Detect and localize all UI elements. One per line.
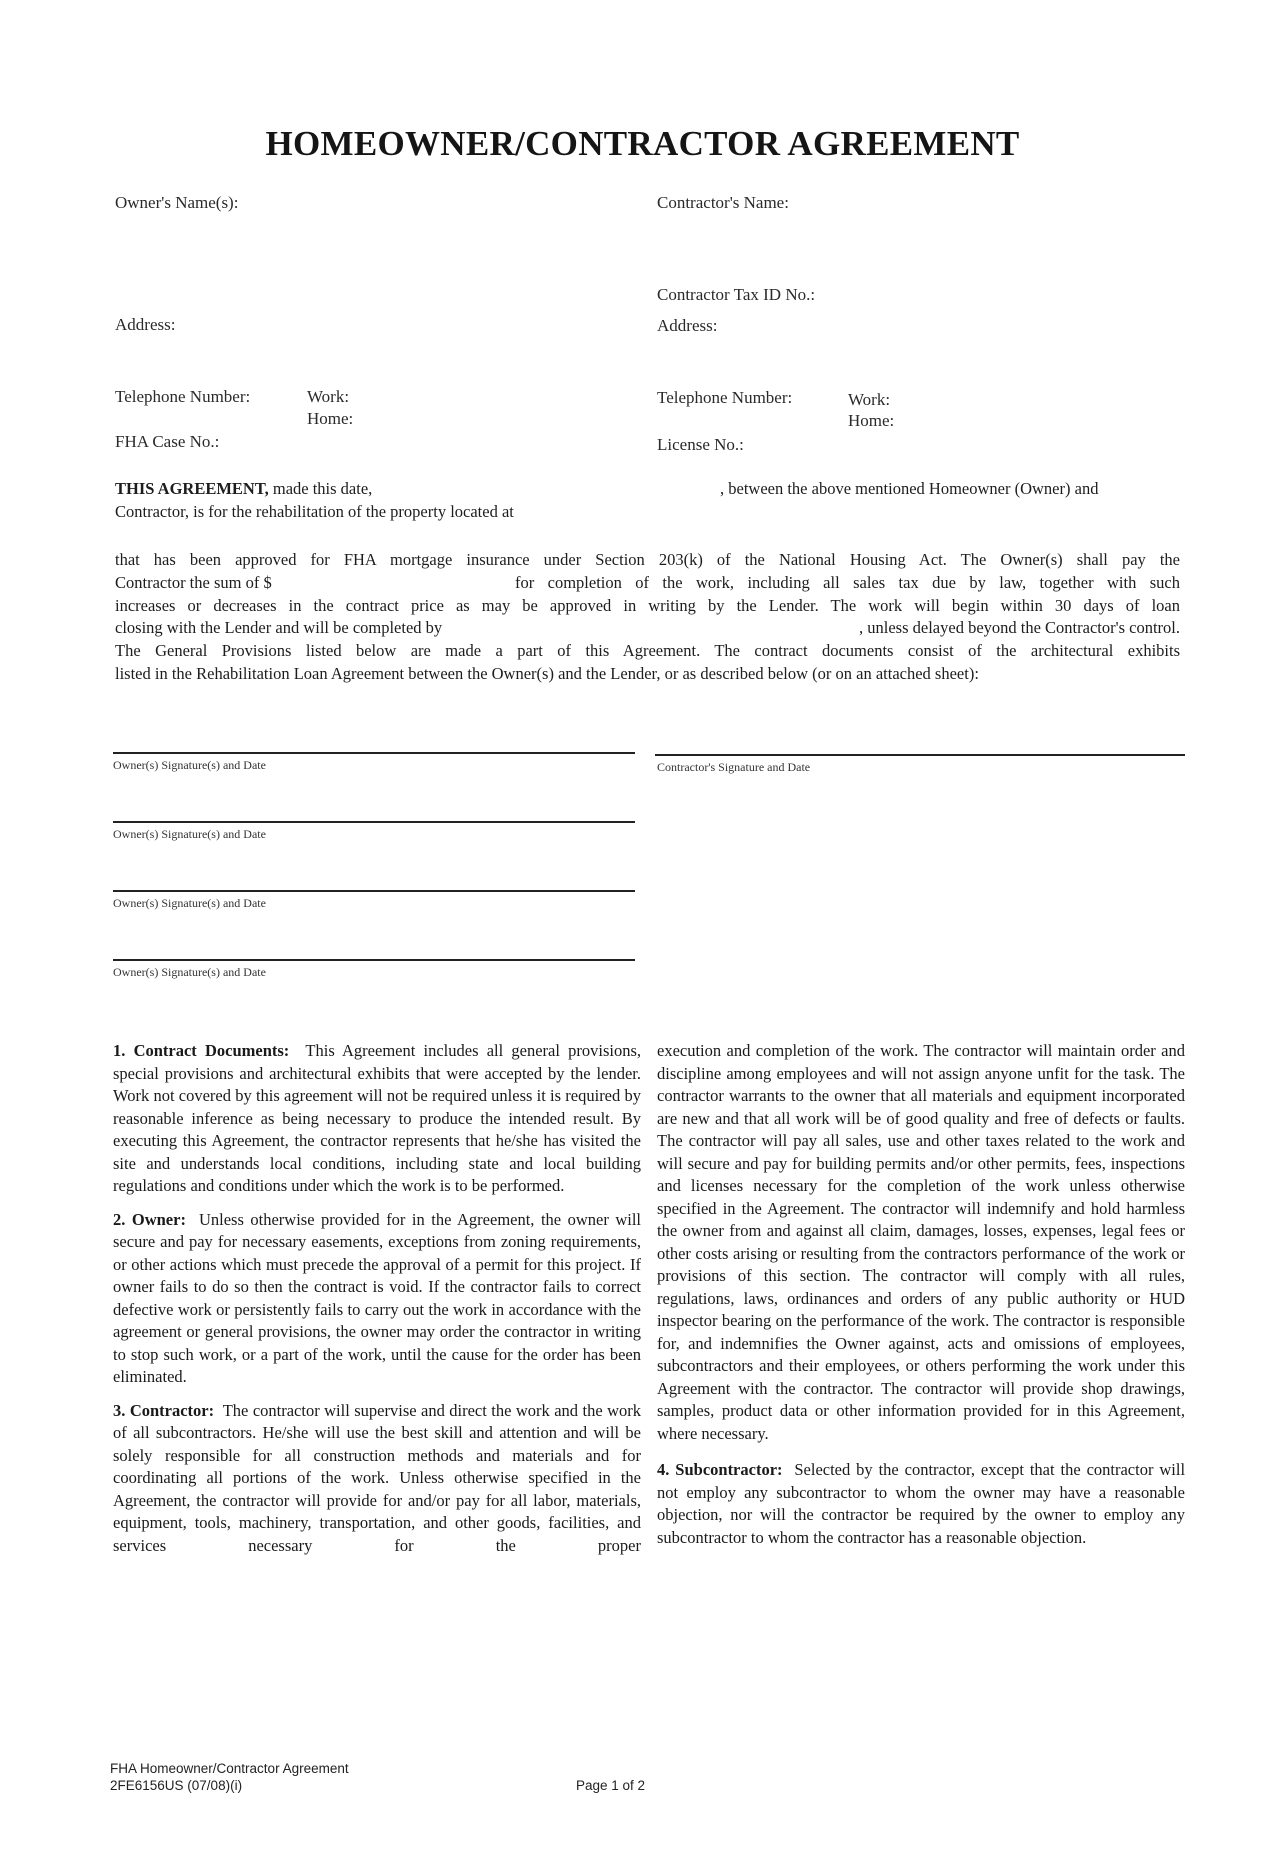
owner-address-label: Address: bbox=[115, 315, 176, 334]
provision-contract-documents bbox=[113, 1040, 641, 1198]
provisions-left-column bbox=[113, 1040, 641, 1568]
owner-home-phone-label: Home: bbox=[307, 409, 354, 428]
owner-names-label: Owner's Name(s): bbox=[115, 193, 239, 212]
contractor-work-phone-label: Work: bbox=[848, 390, 891, 409]
agreement-body-line: increases or decreases in the contract price as may be approved in writing by the Lender. The work will begin within 30 days of loan bbox=[115, 595, 1180, 615]
provision-heading: 3. Contractor: bbox=[113, 1400, 215, 1420]
footer-form-code: 2FE6156US (07/08)(i) bbox=[110, 1778, 243, 1793]
provision-heading: 1. Contract Documents: bbox=[113, 1041, 290, 1060]
contract-sum-label: Contractor the sum of $ bbox=[115, 572, 272, 592]
completion-date-label: closing with the Lender and will be completed by bbox=[115, 618, 443, 638]
footer-form-info bbox=[110, 1760, 349, 1794]
agreement-body-line: listed in the Rehabilitation Loan Agreement between the Owner(s) and the Lender, or as described below (or on an attached sheet): bbox=[115, 663, 979, 683]
agreement-date-text: made this date, bbox=[268, 479, 373, 498]
fha-case-number-label: FHA Case No.: bbox=[115, 432, 220, 451]
owner-signature-label-1: Owner(s) Signature(s) and Date bbox=[113, 758, 266, 772]
contractor-address-label: Address: bbox=[657, 316, 718, 335]
owner-signature-line-3[interactable] bbox=[113, 890, 635, 892]
agreement-body-line: that has been approved for FHA mortgage insurance under Section 203(k) of the National Housing Act. The Owner(s) shall pay the bbox=[115, 550, 1180, 569]
footer-form-name: FHA Homeowner/Contractor Agreement bbox=[110, 1761, 349, 1776]
contractor-signature-line[interactable] bbox=[655, 754, 1185, 756]
agreement-lead: THIS AGREEMENT, bbox=[115, 479, 269, 498]
provision-heading: 4. Subcontractor: bbox=[657, 1460, 783, 1479]
agreement-body-line bbox=[115, 572, 1180, 595]
provision-heading: 2. Owner: bbox=[113, 1209, 186, 1229]
agreement-body-line bbox=[115, 617, 1180, 640]
contractor-name-label: Contractor's Name: bbox=[657, 193, 789, 212]
owner-signature-label-4: Owner(s) Signature(s) and Date bbox=[113, 965, 266, 979]
contractor-telephone-label: Telephone Number: bbox=[657, 388, 793, 407]
provision-owner bbox=[113, 1209, 641, 1389]
contractor-signature-label: Contractor's Signature and Date bbox=[657, 760, 811, 774]
owner-signature-line-2[interactable] bbox=[113, 821, 635, 823]
provision-text: The contractor will supervise and direct the work and the work of all subcontractors. He/she will use the best skill and attention and will be solely responsible for all construction methods and materials and for coordinating all portions of the work. Unless otherwise specified in the Agreement, the contractor will provide for and/or pay for all labor, materials, equipment, tools, machinery, transportation, and other goods, facilities, and services necessary for the proper bbox=[113, 1400, 642, 1555]
owner-work-phone-label: Work: bbox=[307, 387, 350, 406]
contractor-tax-id-label: Contractor Tax ID No.: bbox=[657, 285, 816, 304]
contractor-home-phone-label: Home: bbox=[848, 411, 895, 430]
agreement-parties-text: , between the above mentioned Homeowner (Owner) and bbox=[720, 479, 1099, 498]
owner-telephone-label: Telephone Number: bbox=[115, 387, 251, 406]
provision-text: Unless otherwise provided for in the Agreement, the owner will secure and pay for necessary easements, exceptions from zoning requirements, or other actions which must precede the approval of a permit for this project. If owner fails to do so then the contract is void. If the contractor fails to correct defective work or persistently fails to carry out the work in accordance with the agreement or general provisions, the owner may order the contractor in writing to stop such work, or a part of the work, until the cause for the order has been eliminated. bbox=[113, 1209, 642, 1386]
provision-contractor bbox=[113, 1400, 641, 1558]
document-title: HOMEOWNER/CONTRACTOR AGREEMENT bbox=[265, 124, 1020, 163]
provision-subcontractor bbox=[657, 1459, 1185, 1549]
owner-signature-line-1[interactable] bbox=[113, 752, 635, 754]
agreement-body-line: The General Provisions listed below are made a part of this Agreement. The contract documents consist of the architectural exhibits bbox=[115, 641, 1180, 661]
provisions-right-column bbox=[657, 1040, 1185, 1560]
owner-signature-line-4[interactable] bbox=[113, 959, 635, 961]
contract-sum-text: for completion of the work, including all sales tax due by law, together with such bbox=[515, 572, 1180, 592]
owner-signature-label-3: Owner(s) Signature(s) and Date bbox=[113, 896, 266, 910]
provision-text: This Agreement includes all general provisions, special provisions and architectural exhibits that were accepted by the lender. Work not covered by this agreement will not be required unless it is required by reasonable inference as being necessary to produce the intended result. By executing this Agreement, the contractor represents that he/she has visited the site and understands local conditions, including state and local building regulations and conditions under which the work is to be performed. bbox=[113, 1041, 641, 1195]
page-number: Page 1 of 2 bbox=[576, 1778, 646, 1793]
provision-contractor-continued: execution and completion of the work. The contractor will maintain order and discipline among employees and will not assign anyone unfit for the task. The contractor warrants to the owner that all materials and equipment incorporated are new and that all work will be of good quality and free of defects or faults. The contractor will pay all sales, use and other taxes related to the work and will secure and pay for building permits and/or other permits, fees, inspections and licenses necessary for the completion of the work unless otherwise specified in the Agreement. The contractor will indemnify and hold harmless the owner from and against all claim, damages, losses, expenses, legal fees or other costs arising or resulting from the contractors performance of the work or provisions of this section. The contractor will comply with all rules, regulations, laws, ordinances and orders of any public authority or HUD inspector bearing on the performance of the work. The contractor is responsible for, and indemnifies the Owner against, acts and omissions of employees, subcontractors and their employees, or others performing the work under this Agreement with the contractor. The contractor will provide shop drawings, samples, product data or other information provided for in this Agreement, where necessary. bbox=[657, 1041, 1185, 1443]
agreement-body bbox=[115, 549, 1180, 686]
contractor-license-label: License No.: bbox=[657, 435, 744, 454]
provision-text: Selected by the contractor, except that the contractor will not employ any subcontractor to whom the owner may have a reasonable objection, nor will the contractor be required by the owner to employ any subcontractor to whom the contractor has a reasonable objection. bbox=[657, 1460, 1186, 1547]
agreement-intro-line1 bbox=[115, 478, 372, 501]
completion-date-text: , unless delayed beyond the Contractor's control. bbox=[859, 618, 1180, 638]
owner-signature-label-2: Owner(s) Signature(s) and Date bbox=[113, 827, 266, 841]
agreement-property-text: Contractor, is for the rehabilitation of the property located at bbox=[115, 502, 514, 521]
